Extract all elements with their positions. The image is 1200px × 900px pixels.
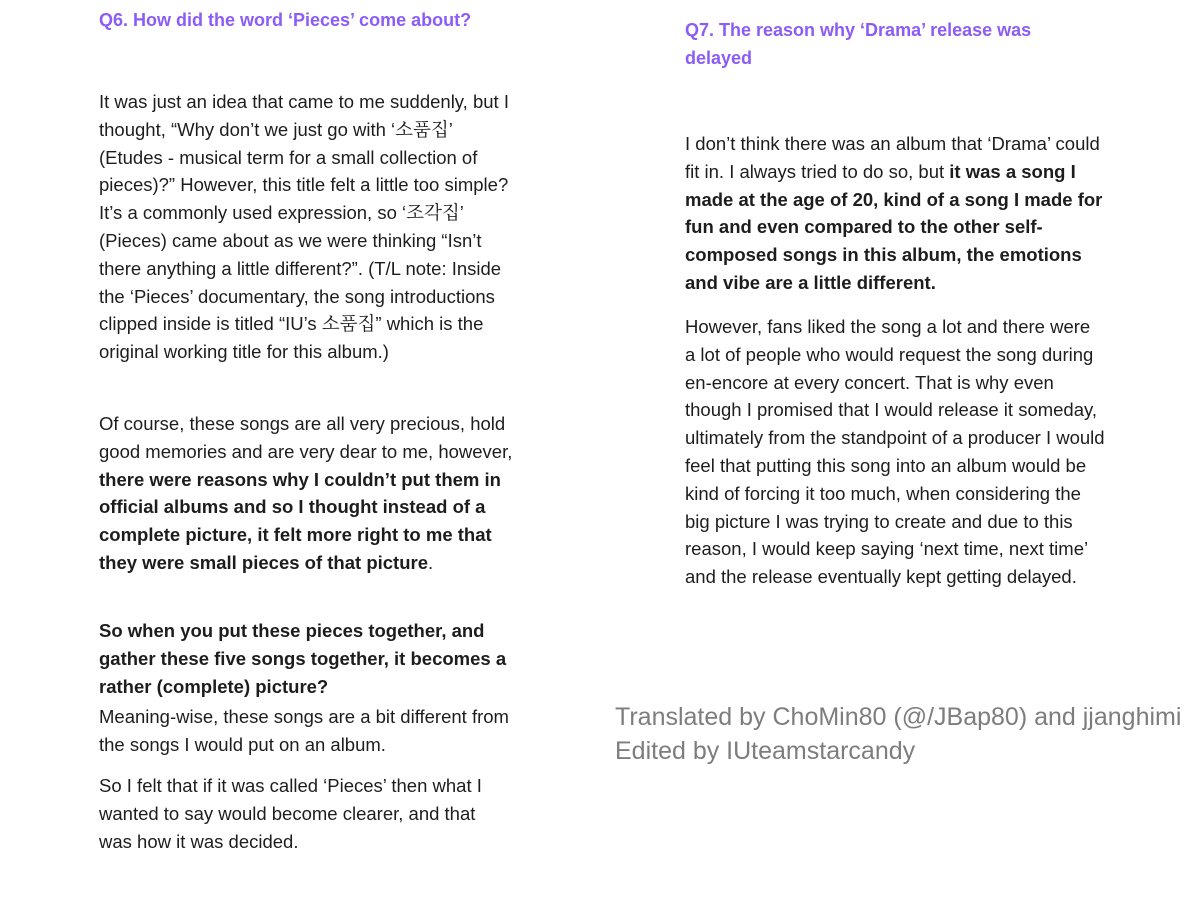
q6-title: Q6. How did the word ‘Pieces’ come about? xyxy=(99,10,472,30)
credits-translated-by: Translated by ChoMin80 (@/JBap80) and jjanghimi xyxy=(615,703,1182,731)
q6-paragraph-1: It was just an idea that came to me suddenly, but I thought, “Why don’t we just go with ‘소품집’ (Etudes - musical term for a small collection of pieces)?” However, this title felt a little too simple? It’s a commonly used expression, so ‘조각집’ (Pieces) came about as we were thinking “Isn’t there anything a little different?”. (T/L note: Inside the ‘Pieces’ documentary, the song introductions clipped inside is titled “IU’s 소품집” which is the original working title for this album.) xyxy=(99,91,509,363)
q6-paragraph-4: Meaning-wise, these songs are a bit different from the songs I would put on an album. xyxy=(99,706,509,755)
q6-paragraph-2-bold: there were reasons why I couldn’t put them in official albums and so I thought instead of a complete picture, it felt more right to me that they were small pieces of that picture xyxy=(99,468,501,573)
q6-paragraph-2 xyxy=(99,410,513,577)
q7-paragraph-1 xyxy=(685,130,1105,297)
q7-paragraph-2: However, fans liked the song a lot and there were a lot of people who would request the song during en-encore at every concert. That is why even though I promised that I would release it someday, ultimately from the standpoint of a producer I would feel that putting this song into an album would be kind of forcing it too much, when considering the big picture I was trying to create and due to this reason, I would keep saying ‘next time, next time’ and the release eventually kept getting delayed. xyxy=(685,316,1105,588)
translation-credits xyxy=(615,700,1200,768)
q7-paragraph-1-bold: it was a song I made at the age of 20, kind of a song I made for fun and even compared to the other self-composed songs in this album, the emotions and vibe are a little different. xyxy=(685,160,1103,293)
q6-paragraph-2-plain: Of course, these songs are all very precious, hold good memories and are very dear to me, however, xyxy=(99,413,513,462)
q6-paragraph-5: So I felt that if it was called ‘Pieces’ then what I wanted to say would become clearer, and that was how it was decided. xyxy=(99,775,482,852)
q7-paragraph-1-plain: I don’t think there was an album that ‘Drama’ could fit in. I always tried to do so, but xyxy=(685,133,1100,182)
q6-question-bold-text: So when you put these pieces together, and gather these five songs together, it becomes a rather (complete) picture? xyxy=(99,620,507,697)
q7-title: Q7. The reason why ‘Drama’ release was delayed xyxy=(685,20,1032,68)
q6-paragraph-2-end: . xyxy=(428,551,434,573)
credits-edited-by: Edited by IUteamstarcandy xyxy=(615,737,916,765)
q6-question-bold xyxy=(99,617,513,700)
